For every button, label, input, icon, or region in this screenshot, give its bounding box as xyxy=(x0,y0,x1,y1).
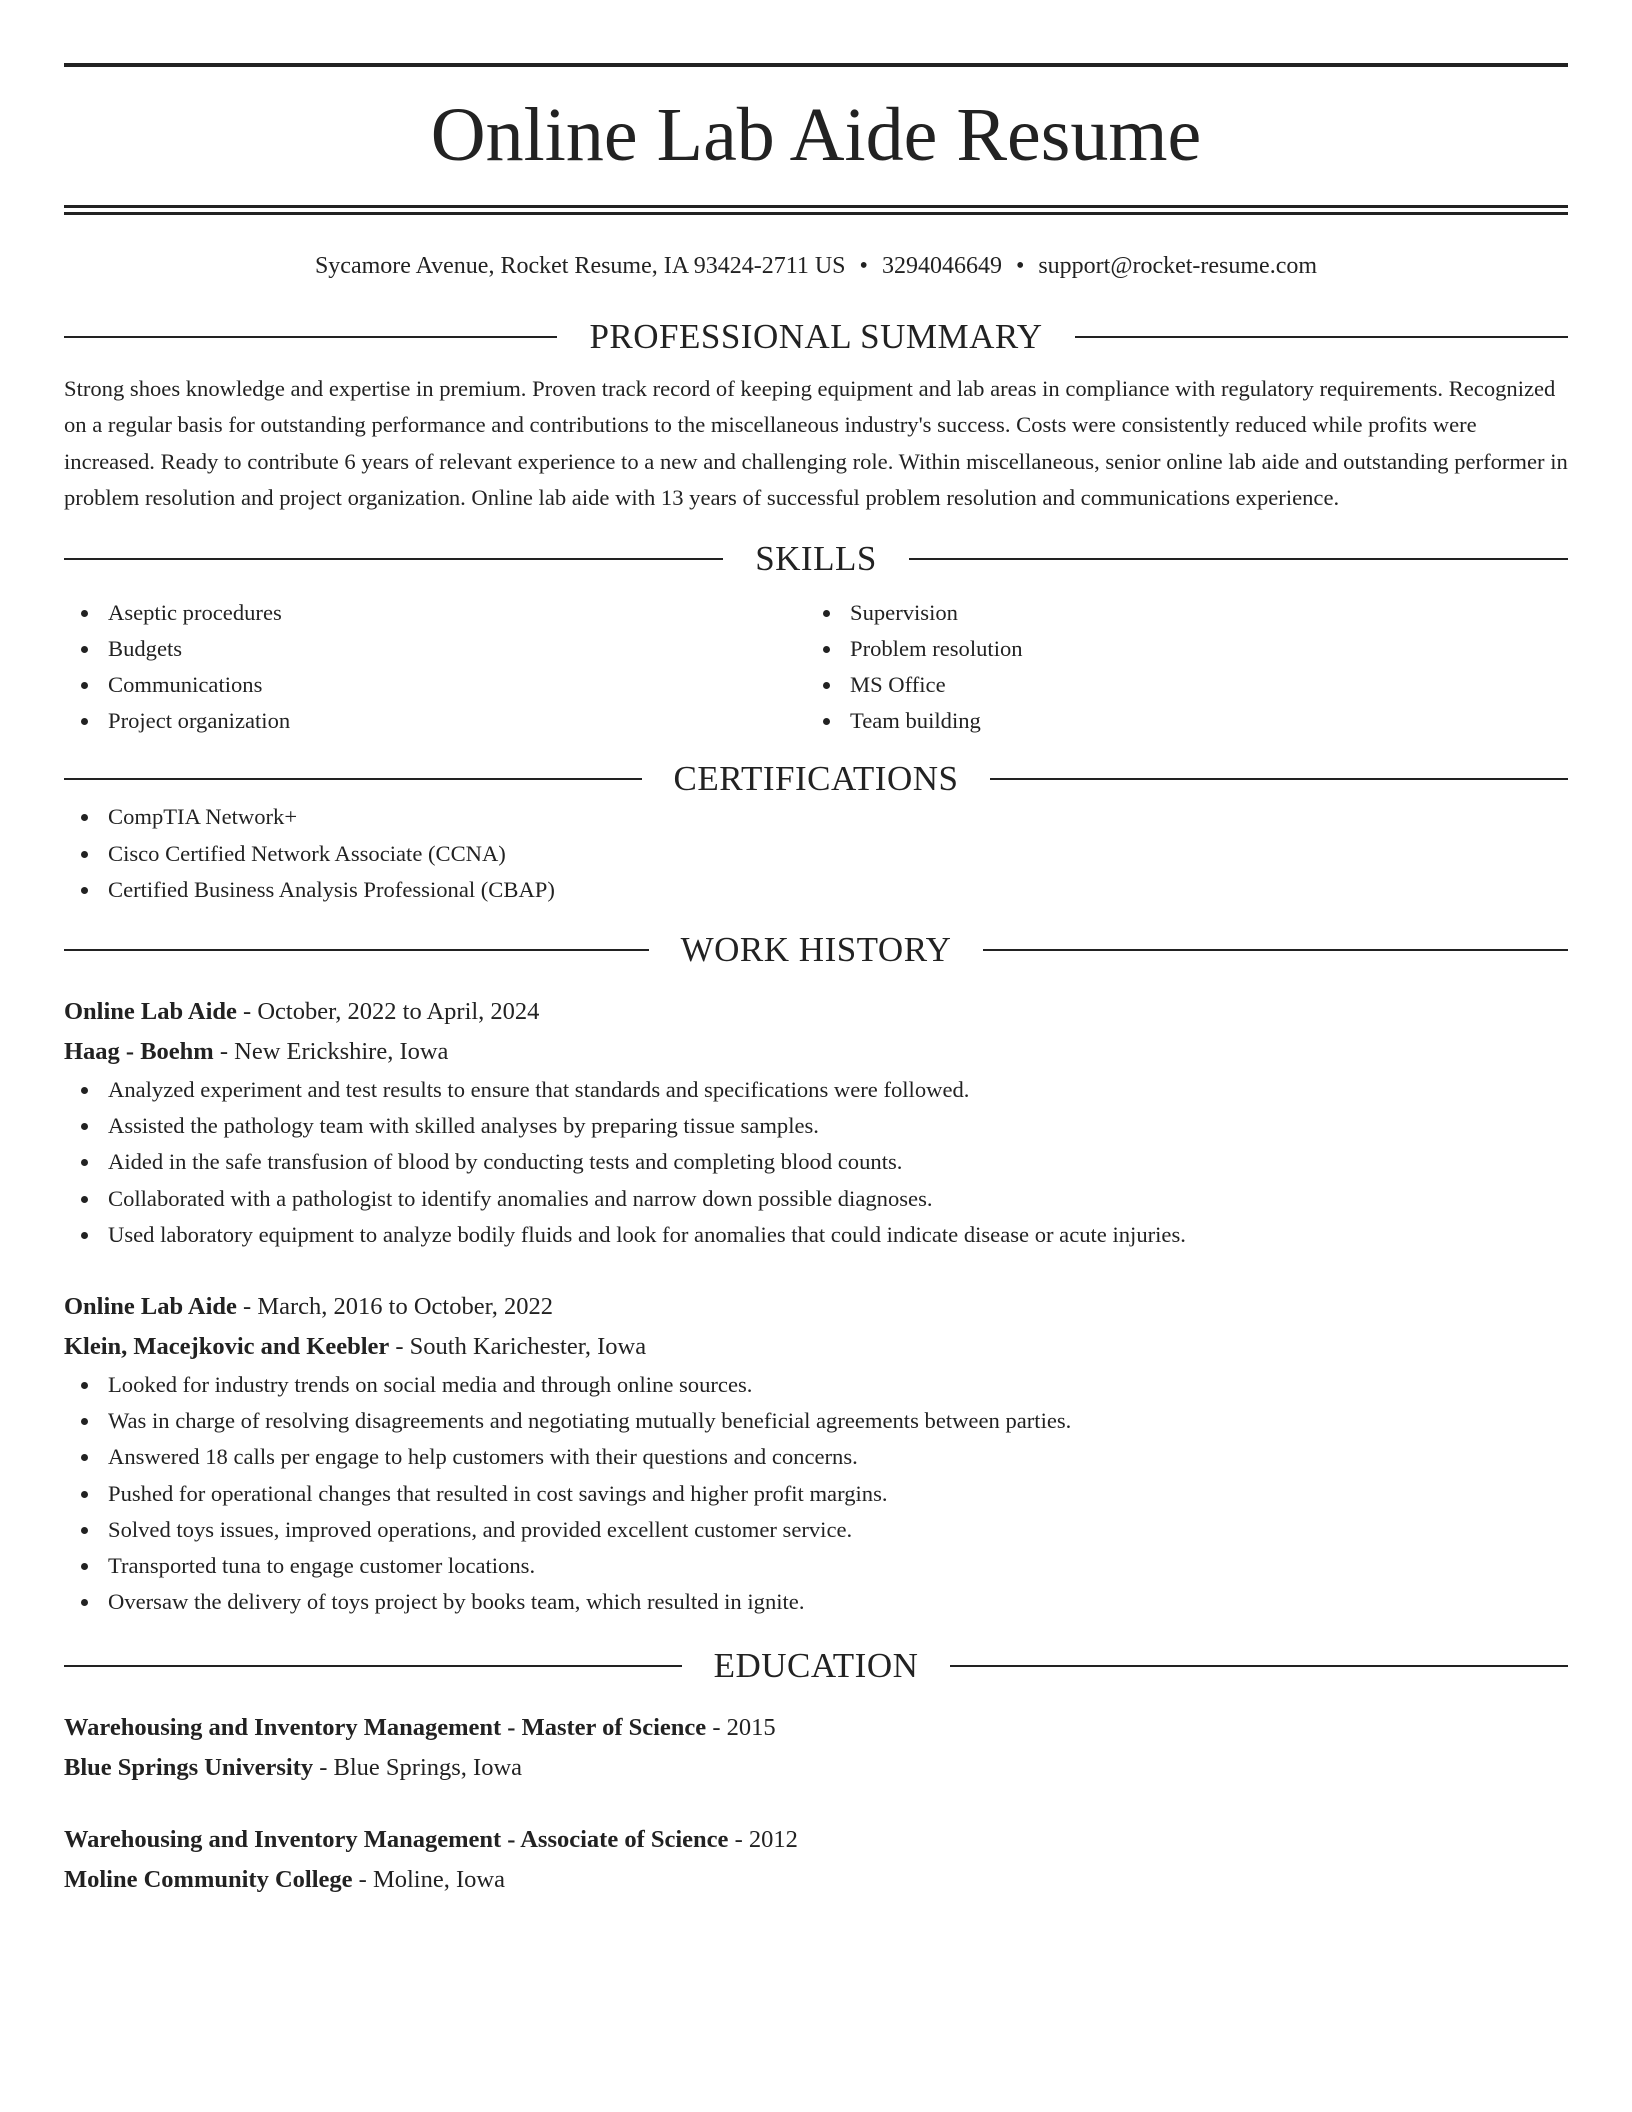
education-degree-line xyxy=(64,1820,1568,1860)
education-school-line xyxy=(64,1860,1568,1900)
job-company: Klein, Macejkovic and Keebler xyxy=(64,1333,390,1361)
contact-phone: 3294046649 xyxy=(881,253,1002,279)
top-rule xyxy=(64,63,1568,67)
education-year: - 2015 xyxy=(706,1714,776,1742)
section-title: CERTIFICATIONS xyxy=(673,759,959,799)
education-degree-line xyxy=(64,1708,1568,1748)
job-duty-item: Transported tuna to engage customer locations. xyxy=(64,1548,1568,1584)
education-school: Blue Springs University xyxy=(64,1754,314,1782)
job-company-line xyxy=(64,1327,1568,1367)
heading-rule xyxy=(990,778,1568,780)
certification-item: CompTIA Network+ xyxy=(64,799,1568,835)
section-heading-education xyxy=(64,1646,1568,1686)
contact-separator: • xyxy=(1015,253,1025,279)
skills-grid xyxy=(64,595,1568,740)
skill-item: MS Office xyxy=(806,667,1548,703)
summary-text: Strong shoes knowledge and expertise in premium. Proven track record of keeping equipment and lab areas in compliance with regulatory requirements. Recognized on a regular basis for outstanding performance and contributions to the miscellaneous industry's success. Costs were consistently reduced while profits were increased. Ready to contribute 6 years of relevant experience to a new and challenging role. Within miscellaneous, senior online lab aide and outstanding performer in problem resolution and project organization. Online lab aide with 13 years of successful problem resolution and communications experience. xyxy=(64,376,1568,511)
certification-item: Cisco Certified Network Associate (CCNA) xyxy=(64,836,1568,872)
skill-item: Budgets xyxy=(64,631,806,667)
job-duty-item: Was in charge of resolving disagreements and negotiating mutually beneficial agreements between parties. xyxy=(64,1403,1568,1439)
job-duty-item: Answered 18 calls per engage to help customers with their questions and concerns. xyxy=(64,1439,1568,1475)
job-duty-item: Looked for industry trends on social media and through online sources. xyxy=(64,1367,1568,1403)
job-company: Haag - Boehm xyxy=(64,1038,214,1066)
heading-rule xyxy=(1075,336,1568,338)
education-school: Moline Community College xyxy=(64,1866,353,1894)
job-title: Online Lab Aide xyxy=(64,1293,237,1321)
skill-item: Project organization xyxy=(64,703,806,739)
job-entry xyxy=(64,992,1568,1253)
job-location: - South Karichester, Iowa xyxy=(389,1333,647,1361)
section-heading-work-history xyxy=(64,930,1568,970)
skills-column-left xyxy=(64,595,806,740)
job-duty-item: Pushed for operational changes that resulted in cost savings and higher profit margins. xyxy=(64,1476,1568,1512)
job-duties-list xyxy=(64,1072,1568,1253)
certification-item: Certified Business Analysis Professional (CBAP) xyxy=(64,872,1568,908)
contact-separator: • xyxy=(859,253,868,279)
job-location: - New Erickshire, Iowa xyxy=(213,1038,449,1066)
job-entry xyxy=(64,1287,1568,1620)
skill-item: Aseptic procedures xyxy=(64,595,806,631)
skill-item: Team building xyxy=(806,703,1548,739)
contact-email: support@rocket-resume.com xyxy=(1038,253,1318,279)
job-duty-item: Analyzed experiment and test results to ensure that standards and specifications were followed. xyxy=(64,1072,1568,1108)
section-title: WORK HISTORY xyxy=(680,930,952,970)
job-company-line xyxy=(64,1032,1568,1072)
skill-item: Communications xyxy=(64,667,806,703)
education-school-line xyxy=(64,1748,1568,1788)
job-duty-item: Solved toys issues, improved operations, and provided excellent customer service. xyxy=(64,1512,1568,1548)
heading-rule xyxy=(64,558,723,560)
job-duty-item: Assisted the pathology team with skilled analyses by preparing tissue samples. xyxy=(64,1108,1568,1144)
section-title: SKILLS xyxy=(755,538,877,578)
job-dates: - March, 2016 to October, 2022 xyxy=(236,1293,554,1321)
education-entry xyxy=(64,1820,1568,1900)
heading-rule xyxy=(909,558,1568,560)
section-title: PROFESSIONAL SUMMARY xyxy=(589,317,1043,356)
resume-page xyxy=(64,0,1568,1900)
page-title: Online Lab Aide Resume xyxy=(430,93,1202,177)
education-location: - Blue Springs, Iowa xyxy=(313,1754,523,1782)
heading-rule xyxy=(64,778,642,780)
heading-rule xyxy=(950,1665,1568,1667)
education-degree: Warehousing and Inventory Management - Associate of Science xyxy=(64,1826,729,1854)
job-title-line xyxy=(64,992,1568,1032)
skill-item: Supervision xyxy=(806,595,1548,631)
section-heading-summary xyxy=(64,317,1568,357)
skills-column-right xyxy=(806,595,1548,740)
education-degree: Warehousing and Inventory Management - Master of Science xyxy=(64,1714,707,1742)
education-location: - Moline, Iowa xyxy=(352,1866,505,1894)
section-heading-certifications xyxy=(64,759,1568,799)
job-duty-item: Collaborated with a pathologist to identify anomalies and narrow down possible diagnoses. xyxy=(64,1181,1568,1217)
job-title: Online Lab Aide xyxy=(64,998,237,1026)
heading-rule xyxy=(64,336,557,338)
job-title-line xyxy=(64,1287,1568,1327)
job-dates: - October, 2022 to April, 2024 xyxy=(236,998,540,1026)
contact-line xyxy=(64,251,1568,281)
contact-address: Sycamore Avenue, Rocket Resume, IA 93424-2711 US xyxy=(314,253,846,279)
job-duty-item: Used laboratory equipment to analyze bodily fluids and look for anomalies that could indicate disease or acute injuries. xyxy=(64,1217,1568,1253)
job-duty-item: Oversaw the delivery of toys project by books team, which resulted in ignite. xyxy=(64,1584,1568,1620)
title-double-rule xyxy=(64,205,1568,215)
education-year: - 2012 xyxy=(728,1826,798,1854)
certifications-list xyxy=(64,799,1568,908)
job-duty-item: Aided in the safe transfusion of blood by conducting tests and completing blood counts. xyxy=(64,1144,1568,1180)
job-duties-list xyxy=(64,1367,1568,1620)
heading-rule xyxy=(983,949,1568,951)
section-title: EDUCATION xyxy=(713,1646,919,1686)
skill-item: Problem resolution xyxy=(806,631,1548,667)
education-entry xyxy=(64,1708,1568,1788)
section-heading-skills xyxy=(64,539,1568,579)
heading-rule xyxy=(64,949,649,951)
heading-rule xyxy=(64,1665,682,1667)
